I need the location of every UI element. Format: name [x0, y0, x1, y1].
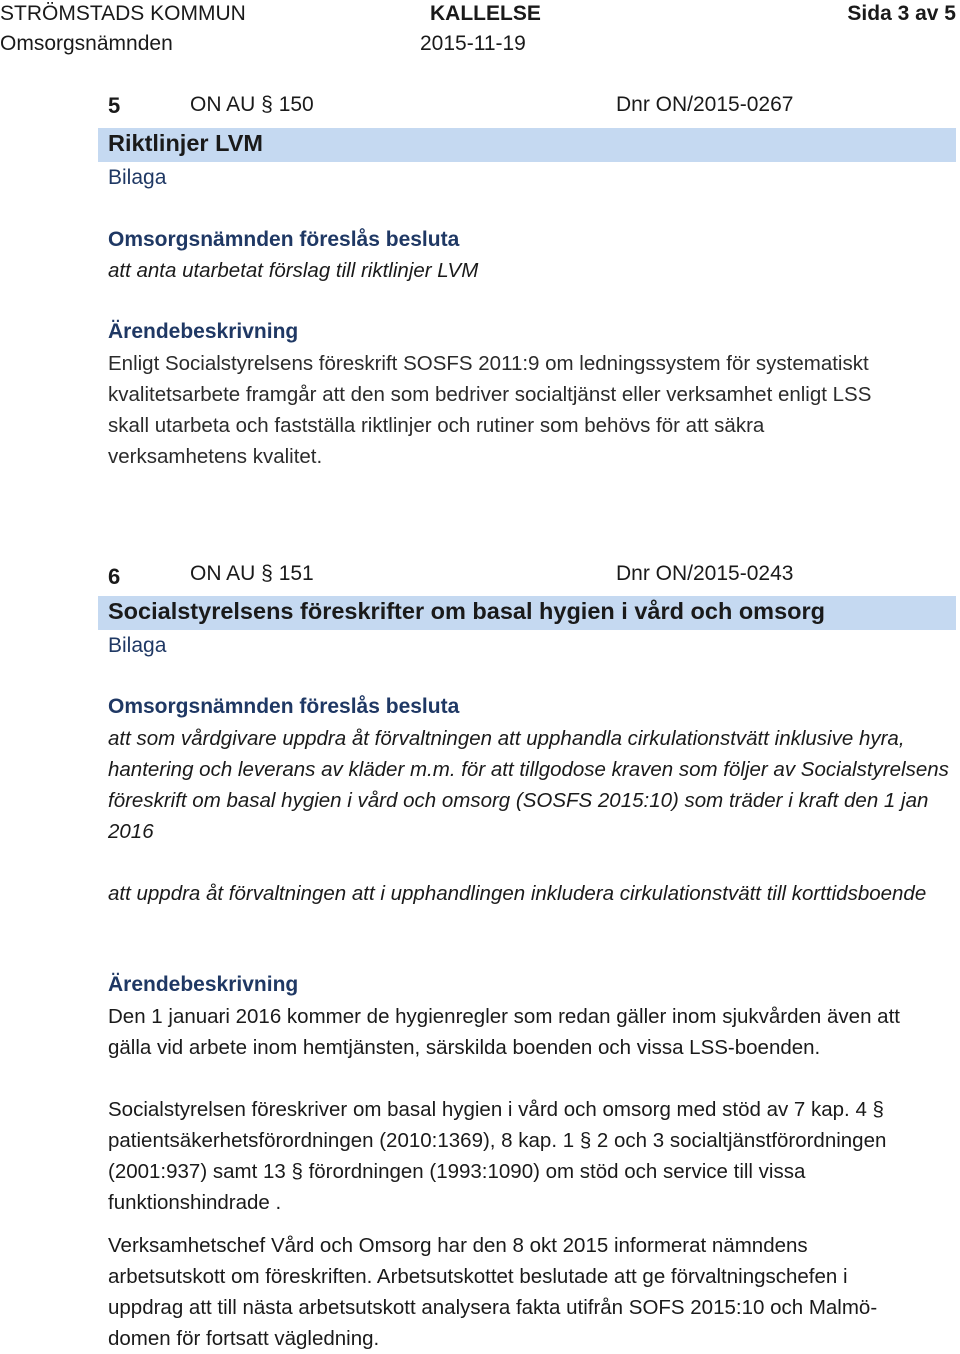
- item-attachment: Bilaga: [108, 634, 167, 657]
- description-text: Enligt Socialstyrelsens föreskrift SOSFS 2011:9 om ledningssystem för systematiskt kvalitetsarbete framgår att den som bedriver socialtjänst eller verksamhet enligt LSS skall utarbeta och fastställa riktlinjer och rutiner som behövs för att säkra verksamhetens kvalitet.: [108, 352, 872, 468]
- description-heading: Ärendebeskrivning: [108, 320, 299, 343]
- item-dnr: Dnr ON/2015-0243: [616, 562, 794, 585]
- description-text: Verksamhetschef Vård och Omsorg har den 8 okt 2015 informerat nämndens arbetsutskott om föreskriften. Arbetsutskottet beslutade att ge förvaltningschefen i uppdrag att till nästa arbetsutskott analysera fakta utifrån SOFS 2015:10 och Malmö-domen för fortsatt vägledning.: [108, 1234, 878, 1350]
- proposal-text: att anta utarbetat förslag till riktlinjer LVM: [108, 259, 479, 282]
- item-reference: ON AU § 150: [190, 93, 314, 116]
- item-number: 6: [108, 564, 121, 589]
- document-type: KALLELSE: [430, 2, 541, 25]
- page-indicator: Sida 3 av 5: [847, 2, 956, 25]
- description-heading: Ärendebeskrivning: [108, 973, 299, 996]
- meeting-date: 2015-11-19: [420, 32, 526, 55]
- proposal-text: att som vårdgivare uppdra åt förvaltningen att upphandla cirkulationstvätt inklusive hyra, hantering och leverans av kläder m.m. för att tillgodose kraven som följer av Socialstyrelsens föreskrift om basal hygien i vård och omsorg (SOSFS 2015:10) som träder i kraft den 1 jan 2016: [108, 727, 949, 843]
- org-name: STRÖMSTADS KOMMUN: [0, 2, 246, 25]
- committee-name: Omsorgsnämnden: [0, 32, 173, 55]
- description-text: Den 1 januari 2016 kommer de hygienregler som redan gäller inom sjukvården även att gälla vid arbete inom hemtjänsten, särskilda boenden och vissa LSS-boenden.: [108, 1005, 900, 1059]
- item-dnr: Dnr ON/2015-0267: [616, 93, 794, 116]
- item-title: Riktlinjer LVM: [108, 130, 263, 156]
- description-text: Socialstyrelsen föreskriver om basal hygien i vård och omsorg med stöd av 7 kap. 4 § patientsäkerhetsförordningen (2010:1369), 8 kap. 1 § 2 och 3 socialtjänstförordningen (2001:937) samt 13 § förordningen (1993:1090) om stöd och service till vissa funktionshindrade .: [108, 1098, 887, 1214]
- item-number: 5: [108, 93, 121, 118]
- proposal-text: att uppdra åt förvaltningen att i upphandlingen inkludera cirkulationstvätt till korttidsboende: [108, 882, 927, 905]
- proposal-heading: Omsorgsnämnden föreslås besluta: [108, 695, 460, 718]
- item-reference: ON AU § 151: [190, 562, 314, 585]
- item-title: Socialstyrelsens föreskrifter om basal hygien i vård och omsorg: [108, 598, 826, 624]
- item-attachment: Bilaga: [108, 166, 167, 189]
- proposal-heading: Omsorgsnämnden föreslås besluta: [108, 228, 460, 251]
